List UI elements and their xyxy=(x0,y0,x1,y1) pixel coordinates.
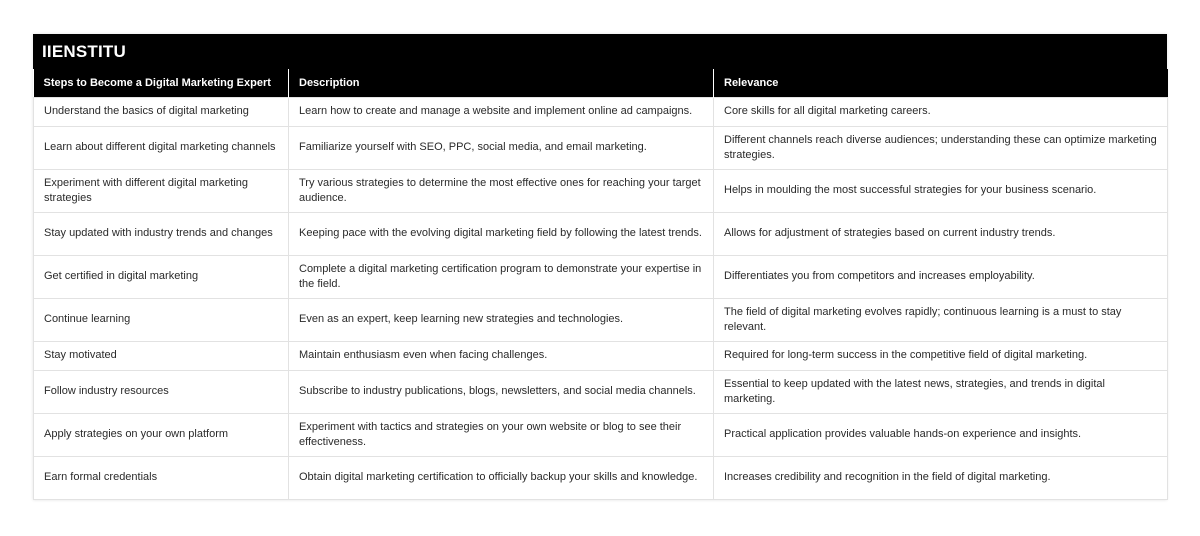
cell-step: Stay motivated xyxy=(34,341,289,370)
table-header-row xyxy=(34,69,1168,97)
cell-description: Try various strategies to determine the most effective ones for reaching your target audience. xyxy=(289,169,714,212)
cell-description: Complete a digital marketing certification program to demonstrate your expertise in the field. xyxy=(289,255,714,298)
table-row xyxy=(34,341,1168,370)
cell-relevance: Helps in moulding the most successful strategies for your business scenario. xyxy=(714,169,1168,212)
cell-step: Experiment with different digital marketing strategies xyxy=(34,169,289,212)
cell-description: Keeping pace with the evolving digital marketing field by following the latest trends. xyxy=(289,212,714,255)
cell-relevance: Increases credibility and recognition in the field of digital marketing. xyxy=(714,456,1168,499)
table-row xyxy=(34,370,1168,413)
cell-relevance: Practical application provides valuable hands-on experience and insights. xyxy=(714,413,1168,456)
cell-step: Earn formal credentials xyxy=(34,456,289,499)
cell-step: Stay updated with industry trends and changes xyxy=(34,212,289,255)
cell-relevance: Differentiates you from competitors and increases employability. xyxy=(714,255,1168,298)
header-description: Description xyxy=(289,69,714,97)
cell-description: Obtain digital marketing certification to officially backup your skills and knowledge. xyxy=(289,456,714,499)
cell-description: Even as an expert, keep learning new strategies and technologies. xyxy=(289,298,714,341)
table-row xyxy=(34,456,1168,499)
steps-table xyxy=(33,69,1168,500)
cell-relevance: The field of digital marketing evolves rapidly; continuous learning is a must to stay relevant. xyxy=(714,298,1168,341)
cell-step: Learn about different digital marketing channels xyxy=(34,126,289,169)
cell-step: Continue learning xyxy=(34,298,289,341)
cell-description: Experiment with tactics and strategies on your own website or blog to see their effectiveness. xyxy=(289,413,714,456)
table-row xyxy=(34,212,1168,255)
cell-step: Understand the basics of digital marketing xyxy=(34,97,289,126)
table-row xyxy=(34,97,1168,126)
cell-relevance: Different channels reach diverse audiences; understanding these can optimize marketing strategies. xyxy=(714,126,1168,169)
table-container xyxy=(33,34,1167,500)
cell-step: Get certified in digital marketing xyxy=(34,255,289,298)
table-row xyxy=(34,169,1168,212)
cell-relevance: Essential to keep updated with the latest news, strategies, and trends in digital marketing. xyxy=(714,370,1168,413)
table-row xyxy=(34,255,1168,298)
brand-title: IIENSTITU xyxy=(33,34,1167,69)
cell-relevance: Allows for adjustment of strategies based on current industry trends. xyxy=(714,212,1168,255)
header-relevance: Relevance xyxy=(714,69,1168,97)
cell-relevance: Required for long-term success in the competitive field of digital marketing. xyxy=(714,341,1168,370)
cell-description: Learn how to create and manage a website and implement online ad campaigns. xyxy=(289,97,714,126)
cell-description: Maintain enthusiasm even when facing challenges. xyxy=(289,341,714,370)
table-row xyxy=(34,413,1168,456)
table-row xyxy=(34,126,1168,169)
table-row xyxy=(34,298,1168,341)
header-steps: Steps to Become a Digital Marketing Expert xyxy=(34,69,289,97)
cell-description: Subscribe to industry publications, blogs, newsletters, and social media channels. xyxy=(289,370,714,413)
cell-relevance: Core skills for all digital marketing careers. xyxy=(714,97,1168,126)
cell-description: Familiarize yourself with SEO, PPC, social media, and email marketing. xyxy=(289,126,714,169)
cell-step: Apply strategies on your own platform xyxy=(34,413,289,456)
cell-step: Follow industry resources xyxy=(34,370,289,413)
